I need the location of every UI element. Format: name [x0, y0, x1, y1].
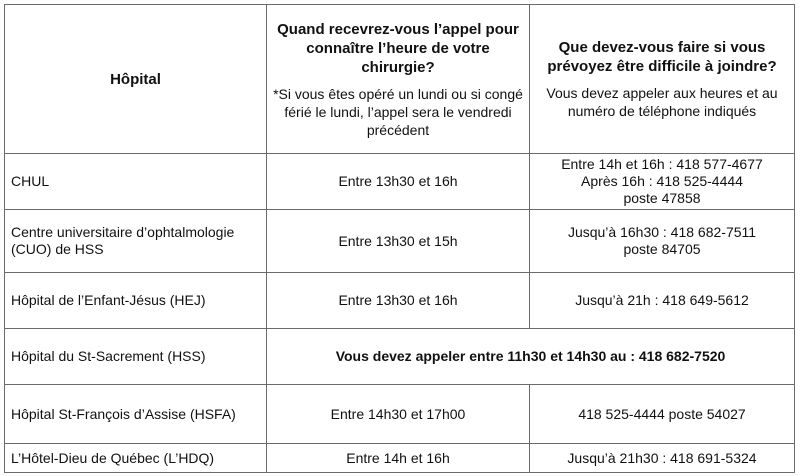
header-call-time-question: Quand recevrez-vous l’appel pour connaître l’heure de votre chirurgie? — [277, 20, 519, 76]
contact-line: Jusqu’à 16h30 : 418 682-7511 — [567, 224, 757, 240]
header-contact-question: Que devez-vous faire si vous prévoyez être difficile à joindre? — [547, 39, 777, 75]
contact-line: Jusqu’à 21h : 418 649-5612 — [575, 292, 749, 308]
call-time: Entre 13h30 et 16h — [267, 273, 530, 329]
call-time: Entre 14h30 et 17h00 — [267, 385, 530, 444]
contact-info — [530, 273, 795, 329]
table-row — [5, 329, 795, 385]
call-time: Entre 14h et 16h — [267, 444, 530, 473]
hospital-name: Centre universitaire d’ophtalmologie (CUO) de HSS — [5, 210, 267, 273]
hospital-name: Hôpital de l’Enfant-Jésus (HEJ) — [5, 273, 267, 329]
contact-line: Jusqu’à 21h30 : 418 691-5324 — [567, 449, 757, 466]
hospital-name: CHUL — [5, 154, 267, 210]
contact-line: poste 47858 — [623, 190, 701, 206]
table-row — [5, 385, 795, 444]
header-call-time-note: *Si vous êtes opéré un lundi ou si congé férié le lundi, l’appel sera le vendredi précédent — [273, 85, 523, 138]
call-time: Entre 13h30 et 16h — [267, 154, 530, 210]
merged-call-note: Vous devez appeler entre 11h30 et 14h30 au : 418 682-7520 — [267, 329, 795, 385]
table-row — [5, 444, 795, 473]
contact-line: 418 525-4444 poste 54027 — [578, 405, 746, 422]
contact-info — [530, 154, 795, 210]
hospital-name: L’Hôtel-Dieu de Québec (L’HDQ) — [5, 444, 267, 473]
header-call-time — [267, 5, 530, 154]
header-hospital: Hôpital — [5, 5, 267, 154]
contact-info — [530, 444, 795, 473]
contact-info — [530, 385, 795, 444]
call-time: Entre 13h30 et 15h — [267, 210, 530, 273]
contact-line: Entre 14h et 16h : 418 577-4677 — [561, 156, 763, 172]
hospital-name: Hôpital du St-Sacrement (HSS) — [5, 329, 267, 385]
table-row — [5, 210, 795, 273]
contact-info — [530, 210, 795, 273]
table-row — [5, 273, 795, 329]
hospital-name: Hôpital St-François d’Assise (HSFA) — [5, 385, 267, 444]
table-row — [5, 154, 795, 210]
table-header-row — [5, 5, 795, 154]
header-contact — [530, 5, 795, 154]
contact-line: poste 84705 — [623, 241, 701, 257]
header-contact-note: Vous devez appeler aux heures et au numéro de téléphone indiqués — [546, 85, 778, 119]
hospital-call-table — [4, 4, 795, 473]
contact-line: Après 16h : 418 525-4444 — [581, 173, 743, 189]
